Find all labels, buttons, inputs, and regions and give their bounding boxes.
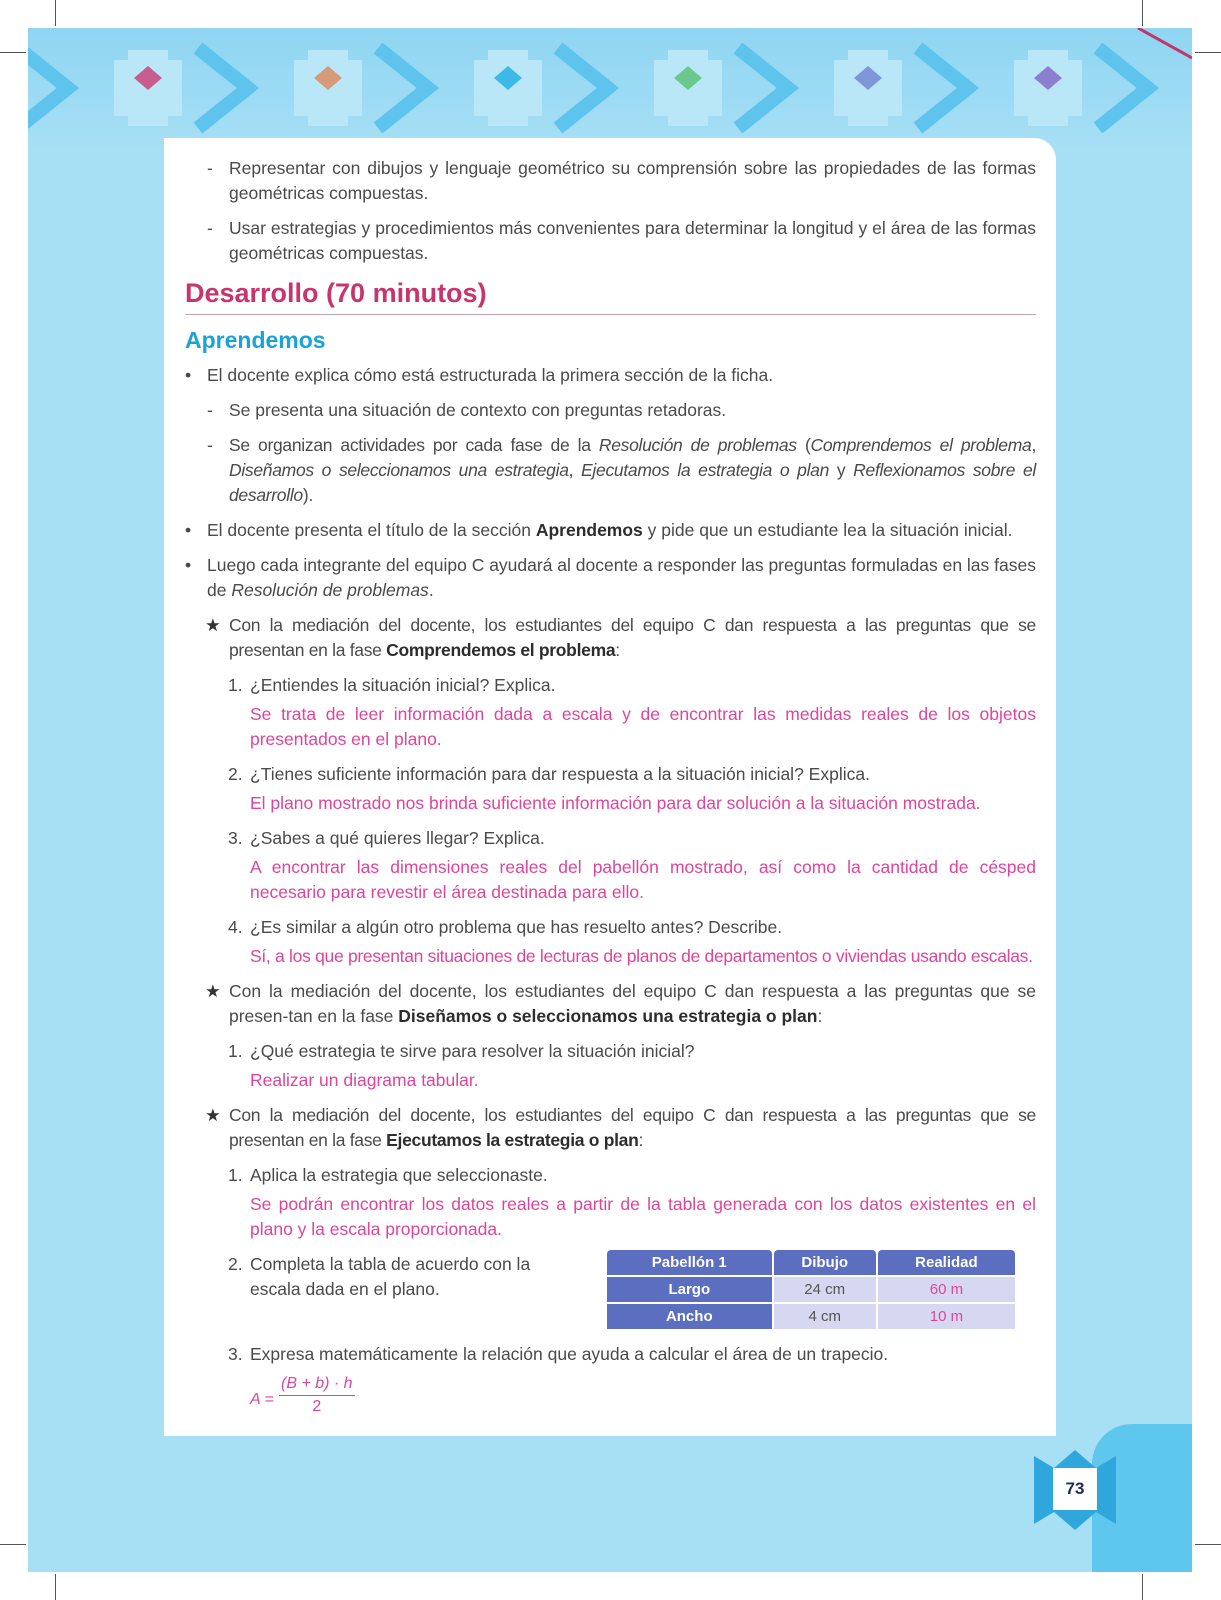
question-text: Expresa matemáticamente la relación que ayuda a calcular el área de un trapecio. (250, 1344, 889, 1364)
italic-run: Ejecutamos la estrategia o plan (581, 460, 830, 480)
dash-marker: - (207, 218, 213, 238)
question-text: Completa la tabla de acuerdo con la escala dada en el plano. (250, 1254, 531, 1299)
decorative-pattern-band (28, 28, 1192, 148)
bullet-item (185, 518, 1036, 543)
table-question-row (185, 1252, 1036, 1332)
formula-denominator: 2 (312, 1398, 322, 1415)
bold-run: Aprendemos (535, 520, 643, 540)
text-run: Luego cada integrante del equipo C ayudará al docente a responder las preguntas formuladas en las fases de (207, 555, 1036, 600)
formula-lhs: A = (250, 1391, 274, 1408)
question (185, 1342, 1036, 1367)
sub-item (185, 398, 1036, 423)
dash-marker: - (207, 158, 213, 178)
table-header-row (607, 1250, 1015, 1275)
table-header: Realidad (878, 1250, 1015, 1275)
bold-run: Ejecutamos la estrategia o plan (386, 1130, 639, 1150)
text-run: : (817, 1006, 823, 1026)
dash-marker: - (207, 435, 213, 455)
answer-text: Sí, a los que presentan situaciones de lecturas de planos de departamentos o viviendas usando escalas. (250, 946, 1033, 966)
text-run: Con la mediación del docente, los estudiantes del equipo C dan respuesta a las preguntas que se presentan en la fase (229, 1105, 1036, 1150)
table-cell-answer: 10 m (878, 1304, 1015, 1329)
crop-mark (1142, 1574, 1143, 1600)
crop-mark (0, 1544, 26, 1545)
answer-text: Se trata de leer información dada a escala y de encontrar las medidas reales de los objetos presentados en el plano. (250, 704, 1036, 749)
sub-item (185, 433, 1036, 508)
text-run: ). (302, 485, 313, 505)
bullet-dot: • (185, 555, 192, 575)
row-label: Ancho (607, 1304, 772, 1329)
question-number: 2. (228, 1254, 243, 1274)
question-number: 3. (228, 1344, 243, 1364)
bullet-dot: • (185, 520, 192, 540)
table-cell: 4 cm (774, 1304, 876, 1329)
text-run: El docente presenta el título de la sección (207, 520, 536, 540)
question-text: ¿Entiendes la situación inicial? Explica. (250, 675, 556, 695)
subsection-title: Aprendemos (185, 327, 326, 353)
formula-fraction (279, 1373, 355, 1418)
table-cell-answer: 60 m (878, 1277, 1015, 1302)
question (185, 673, 1036, 698)
text-run: : (615, 640, 620, 660)
table-header: Pabellón 1 (607, 1250, 772, 1275)
objective-text: Representar con dibujos y lenguaje geométrico su comprensión sobre las propiedades de las formas geométricas compuestas. (229, 158, 1036, 203)
answer-text: El plano mostrado nos brinda suficiente información para dar solución a la situación mostrada. (250, 793, 981, 813)
star-item (185, 613, 1036, 663)
bullet-item (185, 553, 1036, 603)
main-content (185, 156, 1036, 1423)
star-icon: ★ (205, 615, 221, 635)
text-run: Se organizan actividades por cada fase de la (229, 435, 599, 455)
answer-text: Se podrán encontrar los datos reales a partir de la tabla generada con los datos existentes en el plano y la escala proporcionada. (250, 1194, 1036, 1239)
question (185, 1163, 1036, 1188)
objective-item (185, 216, 1036, 266)
row-label: Largo (607, 1277, 772, 1302)
question (185, 1039, 1036, 1064)
scale-table (605, 1248, 1017, 1331)
table-cell: 24 cm (774, 1277, 876, 1302)
objective-text: Usar estrategias y procedimientos más convenientes para determinar la longitud y el área de las formas geométricas compuestas. (229, 218, 1036, 263)
crop-mark (1195, 1544, 1221, 1545)
question-number: 4. (228, 917, 243, 937)
sub-item-text: Se presenta una situación de contexto con preguntas retadoras. (229, 400, 727, 420)
table-row (607, 1304, 1015, 1329)
italic-run: Comprendemos el problema (810, 435, 1032, 455)
question-number: 1. (228, 1041, 243, 1061)
text-run: . (428, 580, 434, 600)
formula-numerator: (B + b) · h (279, 1373, 355, 1396)
italic-run: Diseñamos o seleccionamos una estrategia (229, 460, 569, 480)
question-number: 1. (228, 675, 243, 695)
crop-mark (55, 1574, 56, 1600)
answer-text: A encontrar las dimensiones reales del pabellón mostrado, así como la cantidad de césped necesario para revestir el área destinada para ello. (250, 857, 1036, 902)
table-header: Dibujo (774, 1250, 876, 1275)
italic-run: Resolución de problemas (231, 580, 429, 600)
italic-run: Resolución de problemas (598, 435, 797, 455)
question-number: 3. (228, 828, 243, 848)
crop-mark (0, 52, 26, 53)
text-run: y (829, 460, 854, 480)
italic-run: Reflexionamos sobre el desarrollo (229, 460, 1036, 505)
question (185, 1252, 580, 1302)
question-text: Aplica la estrategia que seleccionaste. (250, 1165, 548, 1185)
text-run: ( (796, 435, 811, 455)
star-item (185, 979, 1036, 1029)
answer-text: Realizar un diagrama tabular. (250, 1070, 479, 1090)
bold-run: Comprendemos el problema (386, 640, 616, 660)
text-run: , (568, 460, 582, 480)
trapezoid-area-formula (185, 1373, 1036, 1423)
question (185, 762, 1036, 787)
star-icon: ★ (205, 1105, 221, 1125)
bullet-item (185, 363, 1036, 388)
text-run: Con la mediación del docente, los estudiantes del equipo C dan respuesta a las preguntas que se presentan en la fase (229, 615, 1036, 660)
crop-mark (1195, 52, 1221, 53)
question (185, 826, 1036, 851)
section-title: Desarrollo (70 minutos) (185, 276, 1036, 315)
text-run: y pide que un estudiante lea la situación inicial. (642, 520, 1013, 540)
text-run: Con la mediación del docente, los estudiantes del equipo C dan respuesta a las preguntas que se presen-tan en la fase (229, 981, 1036, 1026)
question-text: ¿Qué estrategia te sirve para resolver la situación inicial? (250, 1041, 695, 1061)
star-item (185, 1103, 1036, 1153)
question-text: ¿Es similar a algún otro problema que has resuelto antes? Describe. (250, 917, 783, 937)
text-run: , (1031, 435, 1036, 455)
dash-marker: - (207, 400, 213, 420)
question-text: ¿Tienes suficiente información para dar respuesta a la situación inicial? Explica. (250, 764, 870, 784)
question-number: 2. (228, 764, 243, 784)
table-row (607, 1277, 1015, 1302)
star-icon: ★ (205, 981, 221, 1001)
bullet-text: El docente explica cómo está estructurada la primera sección de la ficha. (207, 365, 774, 385)
crop-mark (55, 0, 56, 26)
bold-run: Diseñamos o seleccionamos una estrategia o plan (398, 1006, 818, 1026)
question-text: ¿Sabes a qué quieres llegar? Explica. (250, 828, 545, 848)
question-number: 1. (228, 1165, 243, 1185)
question (185, 915, 1036, 940)
crop-mark (1142, 0, 1143, 26)
text-run: : (638, 1130, 644, 1150)
page-number: 73 (1053, 1468, 1097, 1510)
objective-item (185, 156, 1036, 206)
bullet-dot: • (185, 365, 192, 385)
